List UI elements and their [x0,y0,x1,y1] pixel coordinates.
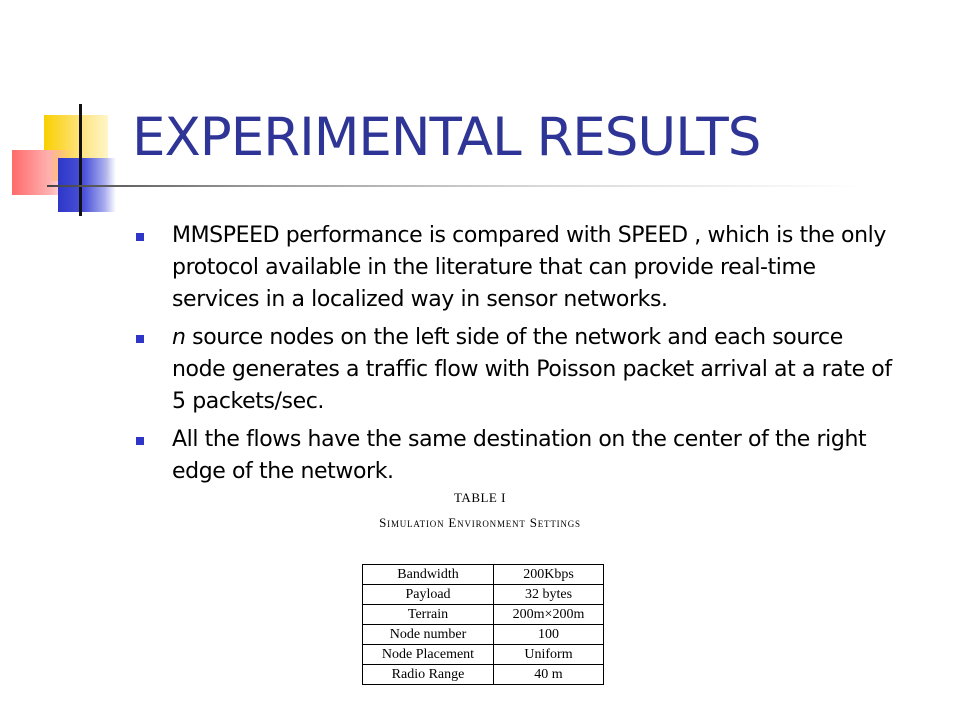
table-cell-value: 32 bytes [494,585,604,605]
table-label: TABLE I [454,490,506,505]
bullet-marker-icon [136,335,144,343]
table-cell-parameter: Node Placement [363,645,494,665]
table-row [363,625,604,645]
table-cell-value: Uniform [494,645,604,665]
decorative-vertical-line [79,104,82,216]
table-cell-parameter: Bandwidth [363,565,494,585]
table-row [363,605,604,625]
table-row [363,565,604,585]
table-cell-parameter: Payload [363,585,494,605]
bullet-text: source nodes on the left side of the network and each source node generates a traffic flow with Poisson packet arrival at a rate of 5 packets/sec. [172,325,892,414]
table-cell-value: 40 m [494,665,604,685]
settings-table [362,564,604,685]
title-underline [47,185,867,187]
table-row [363,645,604,665]
bullet-text: MMSPEED performance is compared with SPEED , which is the only protocol available in the literature that can provide real-time services in a localized way in sensor networks. [172,223,886,312]
table-cell-value: 200Kbps [494,565,604,585]
table-cell-parameter: Terrain [363,605,494,625]
bullet-item [172,424,902,488]
table-cell-value: 100 [494,625,604,645]
table-row [363,585,604,605]
slide-title: EXPERIMENTAL RESULTS [132,107,761,168]
table-caption: Simulation Environment Settings [379,515,581,530]
bullet-text: All the flows have the same destination on the center of the right edge of the network. [172,427,867,484]
table-cell-parameter: Radio Range [363,665,494,685]
bullet-list [172,220,902,494]
table-cell-value: 200m×200m [494,605,604,625]
table-cell-parameter: Node number [363,625,494,645]
table-row [363,665,604,685]
bullet-variable: n [172,325,186,350]
bullet-item [172,322,902,418]
bullet-marker-icon [136,233,144,241]
bullet-marker-icon [136,437,144,445]
bullet-item [172,220,902,316]
